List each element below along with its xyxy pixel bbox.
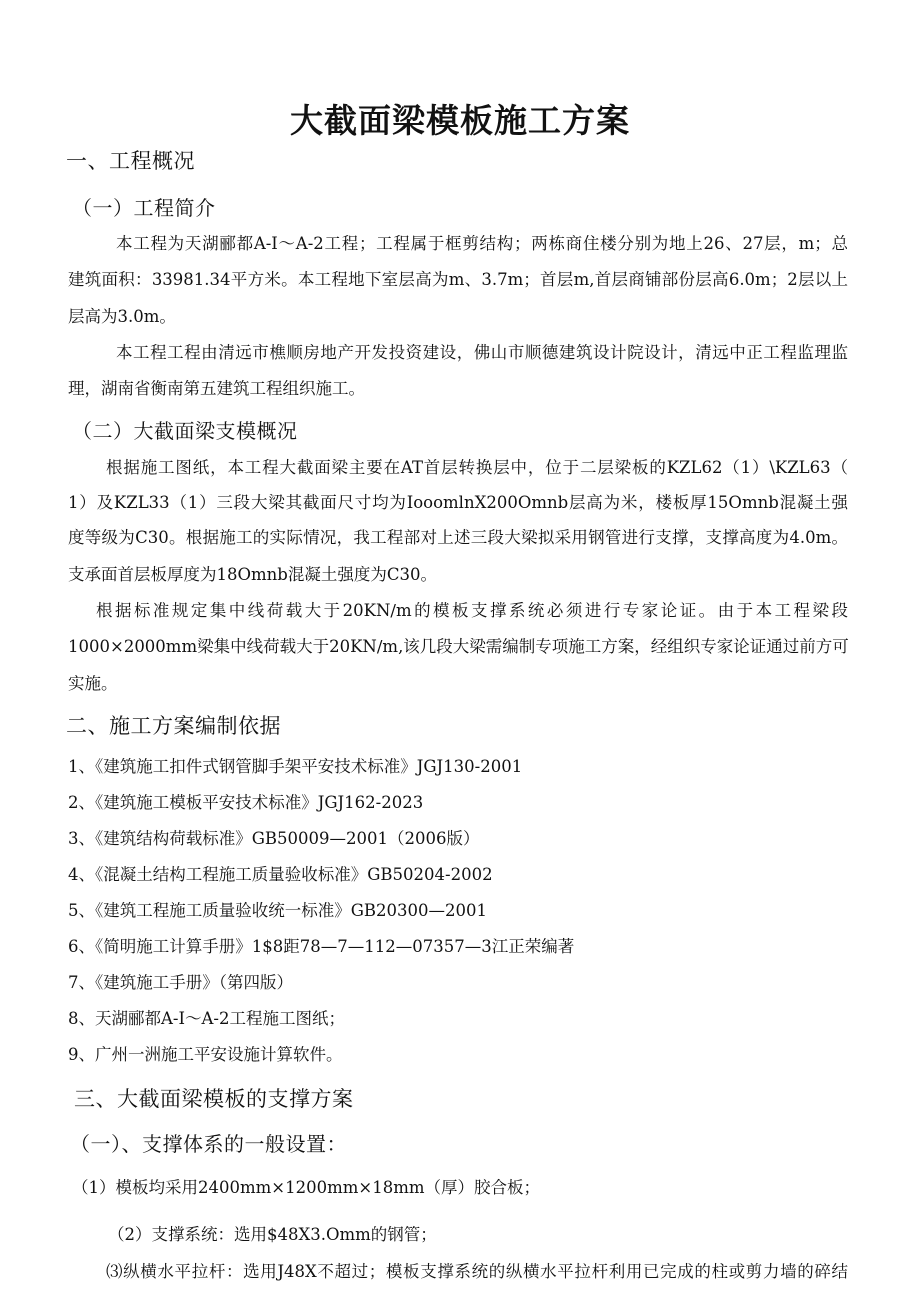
document-title: 大截面梁模板施工方案 xyxy=(290,101,630,140)
paragraph-line: 度等级为C30。根据施工的实际情况，我工程部对上述三段大梁拟采用钢管进行支撑，支撑高度为4.0m。 xyxy=(68,528,848,547)
paragraph-line: 1）及KZL33（1）三段大梁其截面尺寸均为IooomlnX200Omnb层高为米，楼板厚15Omnb混凝土强 xyxy=(68,493,848,512)
list-item: ⑶纵横水平拉杆：选用J48X不超过；模板支撑系统的纵横水平拉杆利用已完成的柱或剪力墙的碎结 xyxy=(106,1262,848,1281)
paragraph-line: 支承面首层板厚度为18Omnb混凝土强度为C30。 xyxy=(68,565,437,584)
list-item: 4、《混凝土结构工程施工质量验收标准》GB50204-2002 xyxy=(68,865,493,884)
list-item: 5、《建筑工程施工质量验收统一标准》GB20300—2001 xyxy=(68,901,488,920)
section-heading-support-plan: 三、大截面梁模板的支撑方案 xyxy=(74,1087,354,1111)
paragraph-line: 1000×2000mm梁集中线荷载大于20KN∕m,该几段大梁需编制专项施工方案，经组织专家论证通过前方可 xyxy=(68,637,849,656)
section-heading-basis: 二、施工方案编制依据 xyxy=(66,714,281,738)
paragraph-line: 实施。 xyxy=(68,674,118,693)
list-item: 2、《建筑施工模板平安技术标准》JGJ162-2023 xyxy=(68,793,424,812)
subsection-heading-project-intro: （一）工程简介 xyxy=(72,196,216,220)
subsection-heading-general-setup: （一）、支撑体系的一般设置： xyxy=(70,1132,347,1156)
list-item: 6、《简明施工计算手册》1$8距78—7—112—07357—3江正荣编著 xyxy=(68,937,575,956)
list-item: 8、天湖郦都A-I～A-2工程施工图纸； xyxy=(68,1009,345,1028)
section-heading-overview: 一、工程概况 xyxy=(66,149,195,173)
list-item: 1、《建筑施工扣件式钢管脚手架平安技术标准》JGJ130-2001 xyxy=(68,757,523,776)
paragraph-line: 理，湖南省衡南第五建筑工程组织施工。 xyxy=(68,379,365,398)
paragraph-line: 层高为3.0m。 xyxy=(68,307,176,326)
paragraph-line: 本工程为天湖郦都A-I～A-2工程；工程属于框剪结构；两栋商住楼分别为地上26、27层，m；总 xyxy=(116,234,848,253)
paragraph-line: 根据标准规定集中线荷载大于20KN∕m的模板支撑系统必须进行专家论证。由于本工程梁段 xyxy=(96,601,848,620)
list-item: （1）模板均采用2400mm×1200mm×18mm（厚）胶合板； xyxy=(72,1178,541,1197)
paragraph-line: 建筑面积：33981.34平方米。本工程地下室层高为m、3.7m；首层m,首层商铺部份层高6.0m；2层以上 xyxy=(68,270,848,289)
paragraph-line: 本工程工程由清远市樵顺房地产开发投资建设，佛山市顺德建筑设计院设计，清远中正工程监理监 xyxy=(116,343,848,362)
list-item: 9、广州一洲施工平安设施计算软件。 xyxy=(68,1045,343,1064)
list-item: 7、《建筑施工手册》（第四版） xyxy=(68,973,293,992)
list-item: （2）支撑系统：选用$48X3.Omm的钢管； xyxy=(108,1225,437,1244)
paragraph-line: 根据施工图纸，本工程大截面梁主要在AT首层转换层中，位于二层梁板的KZL62（1）\KZL63（ xyxy=(106,458,848,477)
list-item: 3、《建筑结构荷载标准》GB50009—2001（2006版） xyxy=(68,829,480,848)
subsection-heading-beam-formwork: （二）大截面梁支模概况 xyxy=(72,419,298,443)
